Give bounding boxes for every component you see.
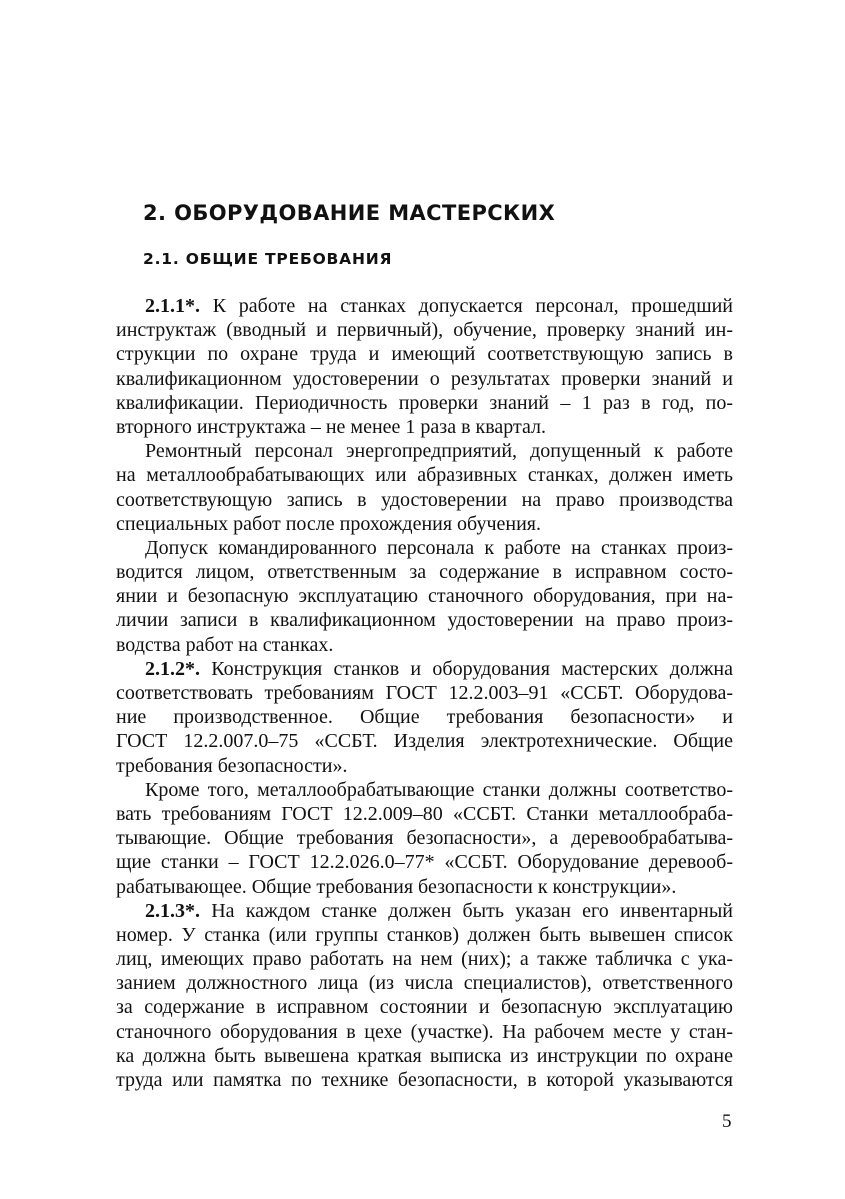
text-line: соответствующую запись в удостоверении на право производства xyxy=(116,488,733,511)
text-line: инструктаж (вводный и первичный), обучение, проверку знаний ин- xyxy=(116,319,733,342)
paragraph-machine-standards xyxy=(116,778,733,899)
paragraph-2-1-2 xyxy=(116,657,733,778)
clause-number: 2.1.2*. xyxy=(145,657,200,680)
text-line: щие станки – ГОСТ 12.2.026.0–77* «ССБТ. Оборудование деревооб- xyxy=(116,851,733,874)
text-line: вать требованиям ГОСТ 12.2.009–80 «ССБТ. Станки металлообраба- xyxy=(116,802,733,825)
paragraph-2-1-1 xyxy=(116,294,733,439)
text-line: ГОСТ 12.2.007.0–75 «ССБТ. Изделия электротехнические. Общие xyxy=(116,730,733,753)
text-line: водства работ на станках. xyxy=(116,633,334,656)
text-line: вторного инструктажа – не менее 1 раза в квартал. xyxy=(116,415,547,438)
paragraph-seconded-personnel xyxy=(116,536,733,657)
text-line: соответствовать требованиям ГОСТ 12.2.003–91 «ССБТ. Оборудова- xyxy=(116,682,733,704)
text-line: за содержание в исправном состоянии и безопасную эксплуатацию xyxy=(116,996,733,1019)
text-line: занием должностного лица (из числа специалистов), ответственного xyxy=(116,972,733,995)
chapter-title: 2. ОБОРУДОВАНИЕ МАСТЕРСКИХ xyxy=(143,201,556,225)
section-title: 2.1. ОБЩИЕ ТРЕБОВАНИЯ xyxy=(143,250,393,268)
text-line: квалификации. Периодичность проверки знаний – 1 раз в год, по- xyxy=(116,391,733,414)
text-line: ние производственное. Общие требования безопасности» и xyxy=(116,706,733,729)
text-line: специальных работ после прохождения обучения. xyxy=(116,512,541,535)
text-line: требования безопасности». xyxy=(116,754,348,777)
text-line: рабатывающее. Общие требования безопасности к конструкции». xyxy=(116,875,677,898)
text-line: ка должна быть вывешена краткая выписка из инструкции по охране xyxy=(116,1044,733,1067)
clause-number: 2.1.3*. xyxy=(145,899,200,922)
text-line: труда или памятка по технике безопасности, в которой указываются xyxy=(116,1069,733,1091)
text-line: 2.1.1*. К работе на станках допускается персонал, прошедший xyxy=(145,295,733,317)
text-line: 2.1.2*. Конструкция станков и оборудования мастерских должна xyxy=(145,657,733,680)
text-line: струкции по охране труда и имеющий соответствующую запись в xyxy=(116,343,733,366)
text-line: тывающие. Общие требования безопасности», а деревообрабатыва- xyxy=(116,827,733,850)
text-line: личии записи в квалификационном удостоверении на право произ- xyxy=(116,609,733,632)
text-line: Кроме того, металлообрабатывающие станки должны соответство- xyxy=(145,778,733,801)
text-line: станочного оборудования в цехе (участке). На рабочем месте у стан- xyxy=(116,1020,733,1043)
text-line: лиц, имеющих право работать на нем (них); а также табличка с ука- xyxy=(116,948,733,971)
clause-number: 2.1.1*. xyxy=(145,295,200,317)
paragraph-repair-personnel xyxy=(116,439,733,536)
text-line: янии и безопасную эксплуатацию станочного оборудования, при на- xyxy=(116,585,733,608)
page-number: 5 xyxy=(722,1111,732,1132)
text-line: номер. У станка (или группы станков) должен быть вывешен список xyxy=(116,923,733,946)
text-line: на металлообрабатывающих или абразивных станках, должен иметь xyxy=(116,464,733,487)
text-line: водится лицом, ответственным за содержание в исправном состо- xyxy=(116,561,733,584)
text-line: Ремонтный персонал энергопредприятий, допущенный к работе xyxy=(145,440,733,463)
paragraph-2-1-3 xyxy=(116,899,733,1093)
text-line: квалификационном удостоверении о результатах проверки знаний и xyxy=(116,367,733,390)
text-line: 2.1.3*. На каждом станке должен быть указан его инвентарный xyxy=(145,899,733,922)
text-line: Допуск командированного персонала к работе на станках произ- xyxy=(145,536,733,559)
body-text xyxy=(116,294,733,1092)
